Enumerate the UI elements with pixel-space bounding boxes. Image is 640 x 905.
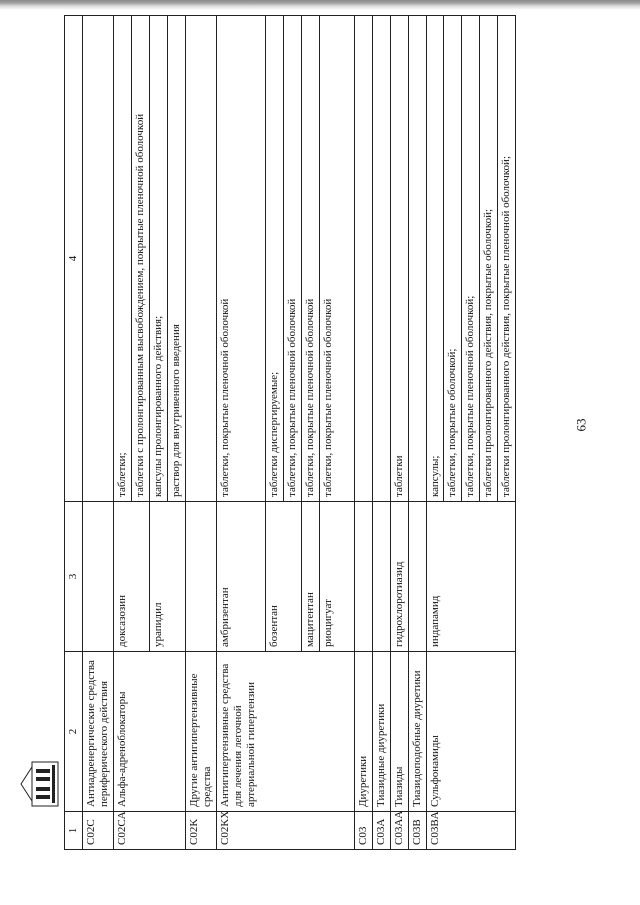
table-row xyxy=(185,16,216,850)
atc-code: C03BA xyxy=(426,812,516,850)
drug-name xyxy=(408,502,426,652)
atc-code: C02CA xyxy=(113,812,185,850)
dosage-form: таблетки xyxy=(390,16,408,502)
table-row xyxy=(426,16,444,850)
atc-code: C03B xyxy=(408,812,426,850)
drug-table-container xyxy=(64,15,569,850)
drug-name: урапидил xyxy=(149,502,185,652)
drug-name: гидрохлоротиазид xyxy=(390,502,408,652)
dosage-form: таблетки пролонгированного действия, покрытые пленочной оболочкой; xyxy=(498,16,516,502)
atc-code: C03A xyxy=(372,812,390,850)
header-col-1: 1 xyxy=(65,812,83,850)
table-row xyxy=(408,16,426,850)
dosage-form: капсулы; xyxy=(426,16,444,502)
atc-group: Антигипертензивные средства для лечения легочной артериальной гипертензии xyxy=(216,652,354,812)
table-row xyxy=(113,16,149,850)
atc-code: C02C xyxy=(82,812,113,850)
table-row xyxy=(390,16,408,850)
table-row xyxy=(82,16,113,850)
dosage-form xyxy=(354,16,372,502)
table-row xyxy=(372,16,390,850)
dosage-form xyxy=(372,16,390,502)
dosage-form xyxy=(185,16,216,502)
dosage-form: таблетки, покрытые пленочной оболочкой; xyxy=(462,16,480,502)
dosage-form: раствор для внутривенного введения xyxy=(167,16,185,502)
atc-group: Альфа-адреноблокаторы xyxy=(113,652,185,812)
atc-group: Диуретики xyxy=(354,652,372,812)
atc-group: Другие антигипертензивные средства xyxy=(185,652,216,812)
dosage-form: таблетки пролонгированного действия, покрытые оболочкой; xyxy=(480,16,498,502)
form-line: таблетки с пролонгированным высвобождением, покрытые пленочной оболочкой xyxy=(131,16,147,501)
drug-name xyxy=(354,502,372,652)
drug-name xyxy=(372,502,390,652)
table-row xyxy=(216,16,265,850)
drug-name: амбризентан xyxy=(216,502,265,652)
atc-group: Тиазидоподобные диуретики xyxy=(408,652,426,812)
drug-name: бозентан xyxy=(265,502,301,652)
atc-code: C03AA xyxy=(390,812,408,850)
atc-group: Тиазидные диуретики xyxy=(372,652,390,812)
dosage-form: таблетки, покрытые пленочной оболочкой xyxy=(319,16,354,502)
atc-code: C02K xyxy=(185,812,216,850)
drug-name xyxy=(82,502,113,652)
dosage-form xyxy=(82,16,113,502)
drug-name: индапамид xyxy=(426,502,516,652)
table-body xyxy=(82,16,515,850)
table-row xyxy=(354,16,372,850)
atc-group: Антиадренергические средства периферического действия xyxy=(82,652,113,812)
dosage-form: таблетки, покрытые пленочной оболочкой xyxy=(283,16,301,502)
atc-code: C02KX xyxy=(216,812,354,850)
header-col-2: 2 xyxy=(65,652,83,812)
dosage-form: таблетки, покрытые пленочной оболочкой xyxy=(301,16,319,502)
dosage-form: таблетки, покрытые оболочкой; xyxy=(444,16,462,502)
dosage-form xyxy=(408,16,426,502)
duma-stamp xyxy=(18,759,62,809)
dosage-form: капсулы пролонгированного действия; xyxy=(149,16,167,502)
drug-name: риоцигуат xyxy=(319,502,354,652)
drug-name: мацитентан xyxy=(301,502,319,652)
header-col-4: 4 xyxy=(65,16,83,502)
drug-name: доксазозин xyxy=(113,502,149,652)
dosage-form: таблетки, покрытые пленочной оболочкой xyxy=(216,16,265,502)
dosage-form xyxy=(113,16,149,502)
atc-code: C03 xyxy=(354,812,372,850)
atc-group: Сульфонамиды xyxy=(426,652,516,812)
form-line: таблетки; xyxy=(115,452,128,497)
header-col-3: 3 xyxy=(65,502,83,652)
atc-group: Тиазиды xyxy=(390,652,408,812)
drug-table xyxy=(64,15,516,850)
drug-name xyxy=(185,502,216,652)
scan-edge-shadow xyxy=(0,0,640,10)
dosage-form: таблетки диспергируемые; xyxy=(265,16,283,502)
page-number: 63 xyxy=(573,418,589,432)
header-row xyxy=(65,16,83,850)
